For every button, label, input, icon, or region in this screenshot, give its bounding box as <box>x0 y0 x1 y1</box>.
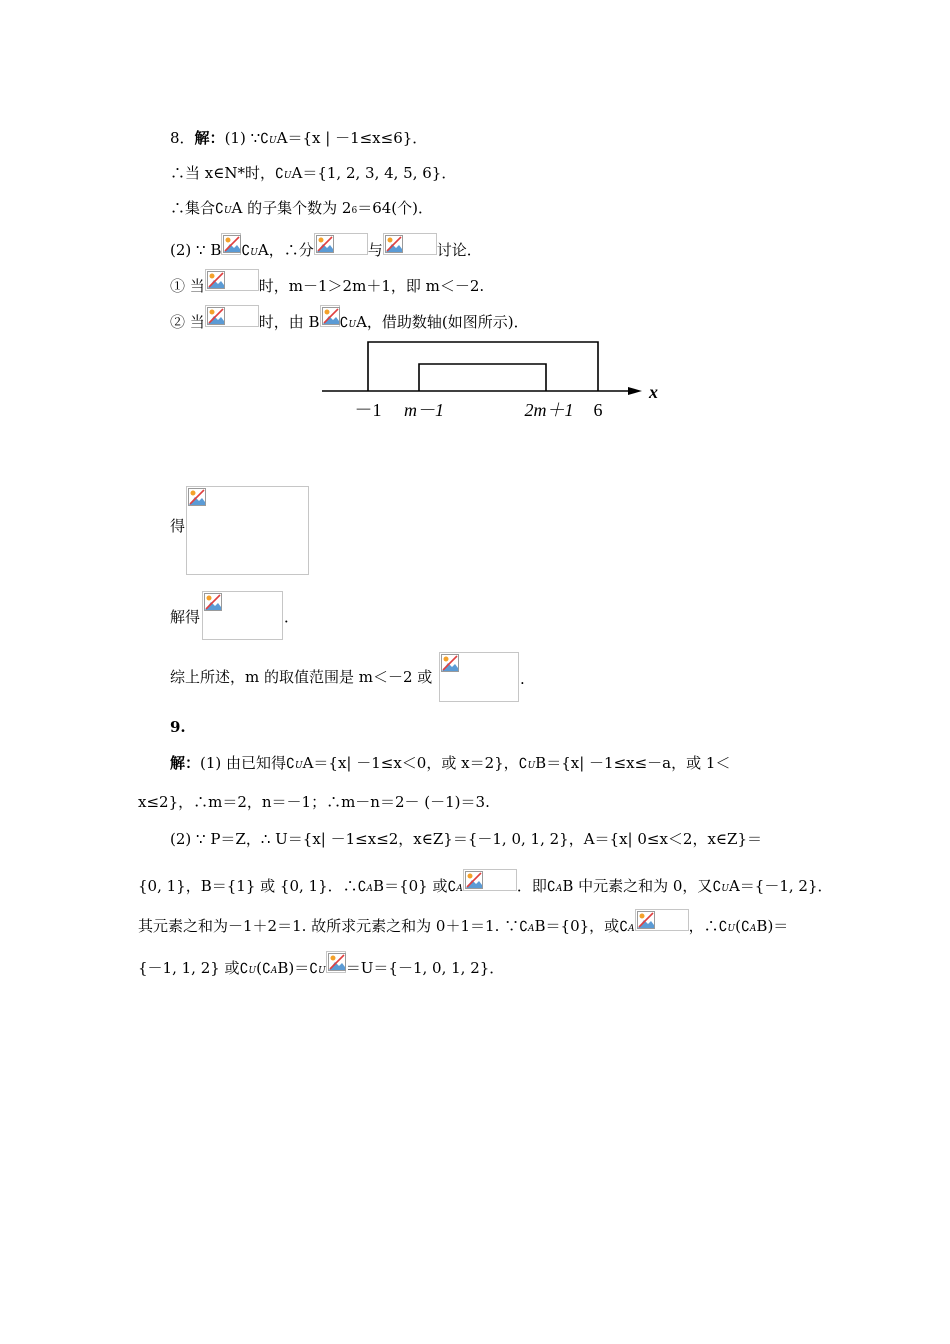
subscript: A <box>456 884 463 894</box>
complement-symbol: ∁ <box>274 166 284 182</box>
text: ． <box>284 608 300 626</box>
question-number: 9. <box>170 718 186 736</box>
text: ② 当 <box>170 313 205 331</box>
broken-image-icon <box>320 305 340 327</box>
tick-label: 2m＋1 <box>524 400 574 420</box>
axis-arrow <box>628 387 642 395</box>
text: B＝{0} 或 <box>373 877 448 895</box>
text: 时，由 B <box>258 313 320 331</box>
broken-image-icon <box>186 486 309 575</box>
subscript: U <box>727 924 736 934</box>
complement-symbol: ∁ <box>286 756 295 772</box>
subscript: U <box>527 761 536 771</box>
q8-jiede <box>170 607 200 627</box>
text: 其元素之和为－1＋2＝1. 故所求元素之和为 0＋1＝1. ∵ <box>138 917 520 935</box>
text: ．即 <box>516 877 547 895</box>
text: 综上所述，m 的取值范围是 m＜－2 或 <box>170 668 433 686</box>
text: ∴当 x∈N*时， <box>170 164 275 182</box>
broken-image-icon <box>205 269 259 291</box>
complement-symbol: ∁ <box>619 919 629 935</box>
complement-symbol: ∁ <box>260 131 270 147</box>
broken-image-icon <box>221 233 241 255</box>
complement-symbol: ∁ <box>741 919 750 935</box>
text: ∴集合 <box>170 199 216 217</box>
question-number: 8． <box>170 129 195 147</box>
q9-line-5 <box>138 909 788 939</box>
broken-image-icon <box>205 305 259 327</box>
complement-symbol: ∁ <box>519 919 529 935</box>
outer-interval-bracket <box>368 342 598 391</box>
text: B＝{x| －1≤x≤－a，或 1＜ <box>535 754 731 772</box>
text: 讨论． <box>436 241 482 259</box>
complement-symbol: ∁ <box>518 756 528 772</box>
text: ＝64(个)． <box>357 199 433 217</box>
text: . <box>520 670 525 688</box>
subscript: A <box>628 924 635 934</box>
complement-symbol: ∁ <box>309 961 319 977</box>
subscript: A <box>749 924 757 934</box>
q8-summary <box>170 667 432 687</box>
solution-label: 解： <box>170 754 201 772</box>
text: 与 <box>367 241 383 259</box>
subscript: A <box>270 966 278 976</box>
subscript: U <box>250 248 258 258</box>
text: B)＝ <box>277 959 310 977</box>
text: B 中元素之和为 0，又 <box>562 877 713 895</box>
complement-symbol: ∁ <box>239 961 249 977</box>
subscript: A <box>366 884 374 894</box>
axis-variable: x <box>649 382 658 402</box>
text: A，∴分 <box>257 241 314 259</box>
broken-image-icon <box>635 909 689 931</box>
subscript: U <box>348 320 357 330</box>
complement-symbol: ∁ <box>447 879 457 895</box>
text: x≤2}，∴m＝2，n＝－1；∴m－n＝2－ (－1)＝3. <box>138 793 490 811</box>
solution-label: 解： <box>194 129 225 147</box>
text: {－1, 1, 2} 或 <box>138 959 240 977</box>
text: ＝U＝{－1, 0, 1, 2}． <box>345 959 505 977</box>
q8-summary-end <box>520 669 525 689</box>
q9-line-1 <box>170 753 730 776</box>
tick-label: 6 <box>593 400 603 420</box>
text: (1) 由已知得 <box>200 754 287 772</box>
text: ① 当 <box>170 277 205 295</box>
q8-de <box>170 516 185 536</box>
text: ( <box>256 959 262 977</box>
superscript: 6 <box>351 206 358 216</box>
text: A＝{－1, 2}． <box>728 877 833 895</box>
broken-image-icon <box>326 951 346 973</box>
q8-line-2 <box>170 163 456 186</box>
q9-number <box>170 717 186 737</box>
q9-line-4 <box>138 869 833 899</box>
tick-label: －1 <box>354 400 382 420</box>
text: B＝{0}，或 <box>534 917 620 935</box>
q8-line-1 <box>170 128 427 151</box>
text: {0, 1}，B＝{1} 或 {0, 1}．∴ <box>138 877 358 895</box>
subscript: U <box>269 136 277 146</box>
q8-jiede-end <box>284 607 299 627</box>
subscript: U <box>248 966 257 976</box>
q8-line-5 <box>170 269 484 296</box>
text: 解得 <box>170 608 201 626</box>
text: A 的子集个数为 2 <box>231 199 352 217</box>
text: A＝{x | －1≤x≤6}． <box>276 129 428 147</box>
q8-line-6 <box>170 305 529 335</box>
q8-line-3 <box>170 198 433 221</box>
complement-symbol: ∁ <box>718 919 728 935</box>
complement-symbol: ∁ <box>712 879 722 895</box>
subscript: U <box>318 966 326 976</box>
number-line-diagram <box>318 338 668 428</box>
complement-symbol: ∁ <box>261 961 271 977</box>
broken-image-icon <box>314 233 368 255</box>
subscript: U <box>283 171 292 181</box>
broken-image-icon <box>439 652 519 702</box>
text: A＝{1, 2, 3, 4, 5, 6}． <box>291 164 457 182</box>
text: 时，m－1＞2m＋1，即 m＜－2. <box>258 277 485 295</box>
complement-symbol: ∁ <box>546 879 556 895</box>
tick-label: m－1 <box>404 400 444 420</box>
text: A，借助数轴(如图所示)． <box>356 313 529 331</box>
q9-line-3 <box>170 829 762 849</box>
complement-symbol: ∁ <box>215 201 224 217</box>
text: (1) ∵ <box>224 129 261 147</box>
subscript: U <box>721 884 729 894</box>
q9-line-2 <box>138 792 490 812</box>
text: A＝{x| －1≤x＜0，或 x＝2}， <box>302 754 519 772</box>
broken-image-icon <box>383 233 437 255</box>
text: ( <box>735 917 741 935</box>
complement-symbol: ∁ <box>357 879 367 895</box>
text: ，∴ <box>688 917 719 935</box>
q8-line-4 <box>170 233 482 263</box>
text: B)＝ <box>756 917 789 935</box>
subscript: U <box>294 761 303 771</box>
text: 得 <box>170 517 186 535</box>
q9-line-6 <box>138 951 504 981</box>
broken-image-icon <box>463 869 517 891</box>
inner-interval-bracket <box>419 364 546 391</box>
subscript: A <box>528 924 535 934</box>
subscript: U <box>223 206 232 216</box>
text: (2) ∵ B <box>170 241 222 259</box>
broken-image-icon <box>202 591 283 640</box>
subscript: A <box>555 884 563 894</box>
text: (2) ∵ P＝Z，∴ U＝{x| －1≤x≤2，x∈Z}＝{－1, 0, 1, 2}，A＝{x| 0≤x＜2，x∈Z}＝ <box>170 830 763 848</box>
complement-symbol: ∁ <box>241 243 251 259</box>
complement-symbol: ∁ <box>339 315 349 331</box>
